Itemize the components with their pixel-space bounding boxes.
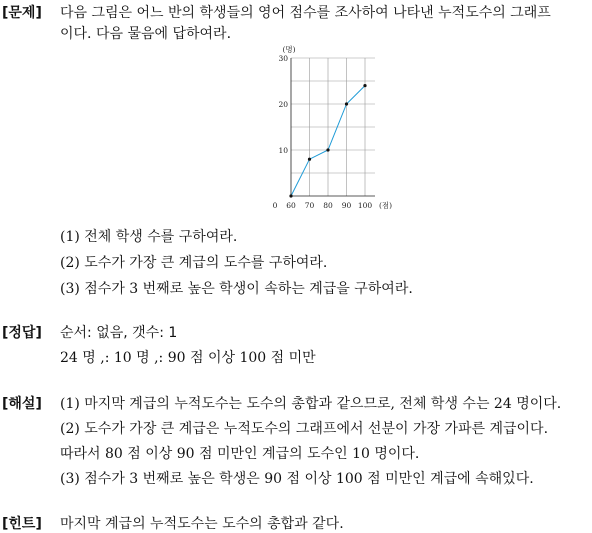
problem-text-line2: 이다. 다음 물음에 답하여라. — [60, 26, 232, 42]
explanation-tag: [해설] — [2, 396, 42, 412]
x-unit-label: (점) — [379, 201, 393, 210]
x-tick-label: 90 — [341, 201, 352, 210]
y-tick-label: 30 — [278, 54, 288, 63]
data-point — [345, 102, 348, 105]
problem-text-line1: 다음 그림은 어느 반의 학생들의 영어 점수를 조사하여 나타낸 누적도수의 그래프 — [60, 5, 551, 21]
x-tick-label: 70 — [304, 201, 315, 210]
y-tick-label: 20 — [278, 100, 288, 109]
data-point — [289, 194, 292, 197]
y-tick-label: 10 — [278, 146, 288, 155]
explanation-line1: (1) 마지막 계급의 누적도수는 도수의 총합과 같으므로, 전체 학생 수는 24 명이다. — [60, 396, 562, 412]
chart-grid — [291, 58, 375, 196]
explanation-line2: (2) 도수가 가장 큰 계급은 누적도수의 그래프에서 선분이 가장 가파른 계급이다. — [60, 421, 549, 437]
question-3: (3) 점수가 3 번째로 높은 학생이 속하는 계급을 구하여라. — [60, 281, 413, 297]
answer-line2: 24 명 ,: 10 명 ,: 90 점 이상 100 점 미만 — [60, 350, 316, 366]
explanation-line3: 따라서 80 점 이상 90 점 미만인 계급의 도수인 10 명이다. — [60, 446, 420, 462]
question-2: (2) 도수가 가장 큰 계급의 도수를 구하여라. — [60, 255, 328, 271]
origin-label: 0 — [272, 201, 278, 210]
answer-line1: 순서: 없음, 갯수: 1 — [60, 325, 178, 341]
hint-text: 마지막 계급의 누적도수는 도수의 총합과 같다. — [60, 516, 344, 532]
explanation-line4: (3) 점수가 3 번째로 높은 학생은 90 점 이상 100 점 미만인 계급에 속해있다. — [60, 471, 534, 487]
cumulative-frequency-chart — [255, 44, 395, 210]
x-tick-label: 100 — [357, 201, 373, 210]
hint-tag: [힌트] — [2, 516, 42, 532]
data-point — [308, 158, 311, 161]
answer-tag: [정답] — [2, 325, 42, 341]
x-tick-label: 80 — [323, 201, 333, 210]
data-point — [326, 148, 329, 151]
problem-tag: [문제] — [2, 5, 42, 21]
y-unit-label: (명) — [282, 45, 296, 54]
data-point — [363, 84, 366, 87]
x-tick-label: 60 — [286, 201, 296, 210]
question-1: (1) 전체 학생 수를 구하여라. — [60, 229, 238, 245]
